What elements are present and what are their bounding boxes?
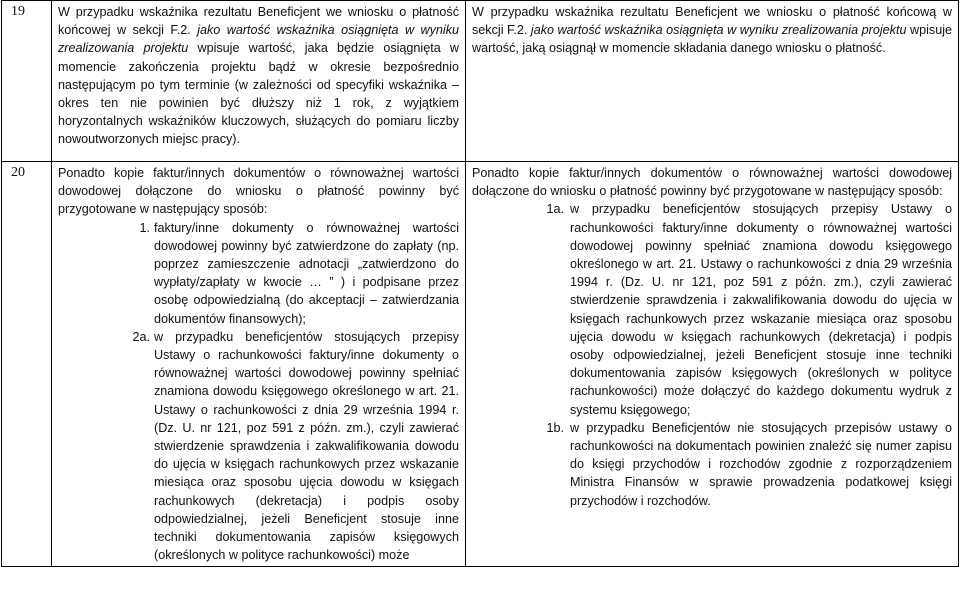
right-cell bbox=[466, 162, 959, 567]
list-item-text: faktury/inne dokumenty o równoważnej wartości dowodowej powinny być zatwierdzone do zapłaty (np. poprzez zamieszczenie adnotacji „zatwierdzono do wypłaty/zapłaty w kwocie … ” ) i podpisane przez osobę odpowiedzialną (do akceptacji – zatwierdzania dokumentów finansowych); bbox=[154, 220, 459, 326]
list-item bbox=[58, 328, 459, 565]
left-cell bbox=[52, 1, 466, 162]
table-row bbox=[2, 1, 959, 162]
text-lead: W przypadku wskaźnika rezultatu Beneficjent we wniosku o płatność końcowej w sekcji F.2. bbox=[58, 5, 459, 38]
list-item-label: 1. bbox=[139, 220, 150, 235]
list-item bbox=[472, 419, 952, 510]
text-lead: W przypadku wskaźnika rezultatu Beneficjent we wniosku o płatność końcową w sekcji F.2. bbox=[472, 5, 952, 38]
row-number: 19 bbox=[2, 1, 52, 162]
paragraph bbox=[58, 3, 459, 149]
right-cell bbox=[466, 1, 959, 162]
list-item-text: w przypadku Beneficjentów nie stosujących przepisów ustawy o rachunkowości na dokumentach powinien znaleźć się numer zapisu do księgi przychodów i rozchodów zgodnie z rozporządzeniem Ministra Finansów w sprawie prowadzenia podatkowej księgi przychodów i rozchodów. bbox=[570, 420, 952, 508]
table-row bbox=[2, 162, 959, 567]
text-italic: jako wartość wskaźnika osiągnięta w wyniku zrealizowania projektu bbox=[58, 23, 460, 56]
row-number: 20 bbox=[2, 162, 52, 567]
left-cell bbox=[52, 162, 466, 567]
list-item-text: w przypadku beneficjentów stosujących przepisy Ustawy o rachunkowości faktury/inne dokumenty o równoważnej wartości dowodowej powinny spełniać znamiona dowodu księgowego określonego w art. 21. Ustawy o rachunkowości z dnia 29 września 1994 r. (Dz. U. nr 121, poz 591 z późn. zm.), czyli zawierać stwierdzenie sprawdzenia i zakwalifikowania dowodu do ujęcia w księgach rachunkowych przez wskazanie miesiąca oraz sposobu ujęcia dowodu w księgach rachunkowych (dekretacja) i podpis osoby odpowiedzialnej, jeżeli Beneficjent stosuje inne techniki dokumentowania zapisów księgowych (określonych w polityce rachunkowości) może bbox=[154, 329, 459, 563]
list-item-text: w przypadku beneficjentów stosujących przepisy Ustawy o rachunkowości faktury/inne dokumenty o równoważnej wartości dowodowej powinny spełniać znamiona dowodu księgowego określonego w art. 21. Ustawy o rachunkowości z dnia 29 września 1994 r. (Dz. U. nr 121, poz 591 z późn. zm.), czyli zawierać stwierdzenie sprawdzenia i zakwalifikowania dowodu do ujęcia w księgach rachunkowych przez wskazanie miesiąca oraz sposobu ujęcia dowodu w księgach rachunkowych (dekretacja) i podpis osoby odpowiedzialnej, jeżeli Beneficjent stosuje inne techniki dokumentowania zapisów księgowych (określonych w polityce rachunkowości) może dołączyć do każdego dokumentu wydruk z systemu księgowego; bbox=[570, 202, 952, 417]
list-item-label: 1b. bbox=[546, 420, 564, 435]
list-item bbox=[472, 200, 952, 418]
comparison-table bbox=[1, 0, 959, 567]
list-item bbox=[58, 219, 459, 328]
intro-text: Ponadto kopie faktur/innych dokumentów o równoważnej wartości dowodowej dołączone do wniosku o płatność powinny być przygotowane w następujący sposób: bbox=[472, 166, 952, 199]
text-italic: jako wartość wskaźnika osiągnięta w wyniku zrealizowania projektu bbox=[530, 23, 907, 38]
paragraph bbox=[472, 3, 952, 58]
list-item-label: 2a. bbox=[132, 329, 150, 344]
text-rest: wpisuje wartość, jaką osiągnął w momencie składania danego wniosku o płatność. bbox=[472, 23, 953, 56]
intro-text: Ponadto kopie faktur/innych dokumentów o równoważnej wartości dowodowej dołączone do wniosku o płatność powinny być przygotowane w następujący sposób: bbox=[58, 166, 459, 217]
list-item-label: 1a. bbox=[546, 202, 564, 217]
text-rest: wpisuje wartość, jaka będzie osiągnięta w momencie zakończenia projektu bądź w okresie bezpośrednio następującym po tym terminie (w zależności od specyfiki wskaźnika – okres ten nie powinien być dłuższy niż 1 rok, z wyjątkiem horyzontalnych wskaźników kluczowych, służących do pomiaru liczby nowoutworzonych miejsc pracy). bbox=[58, 41, 460, 147]
